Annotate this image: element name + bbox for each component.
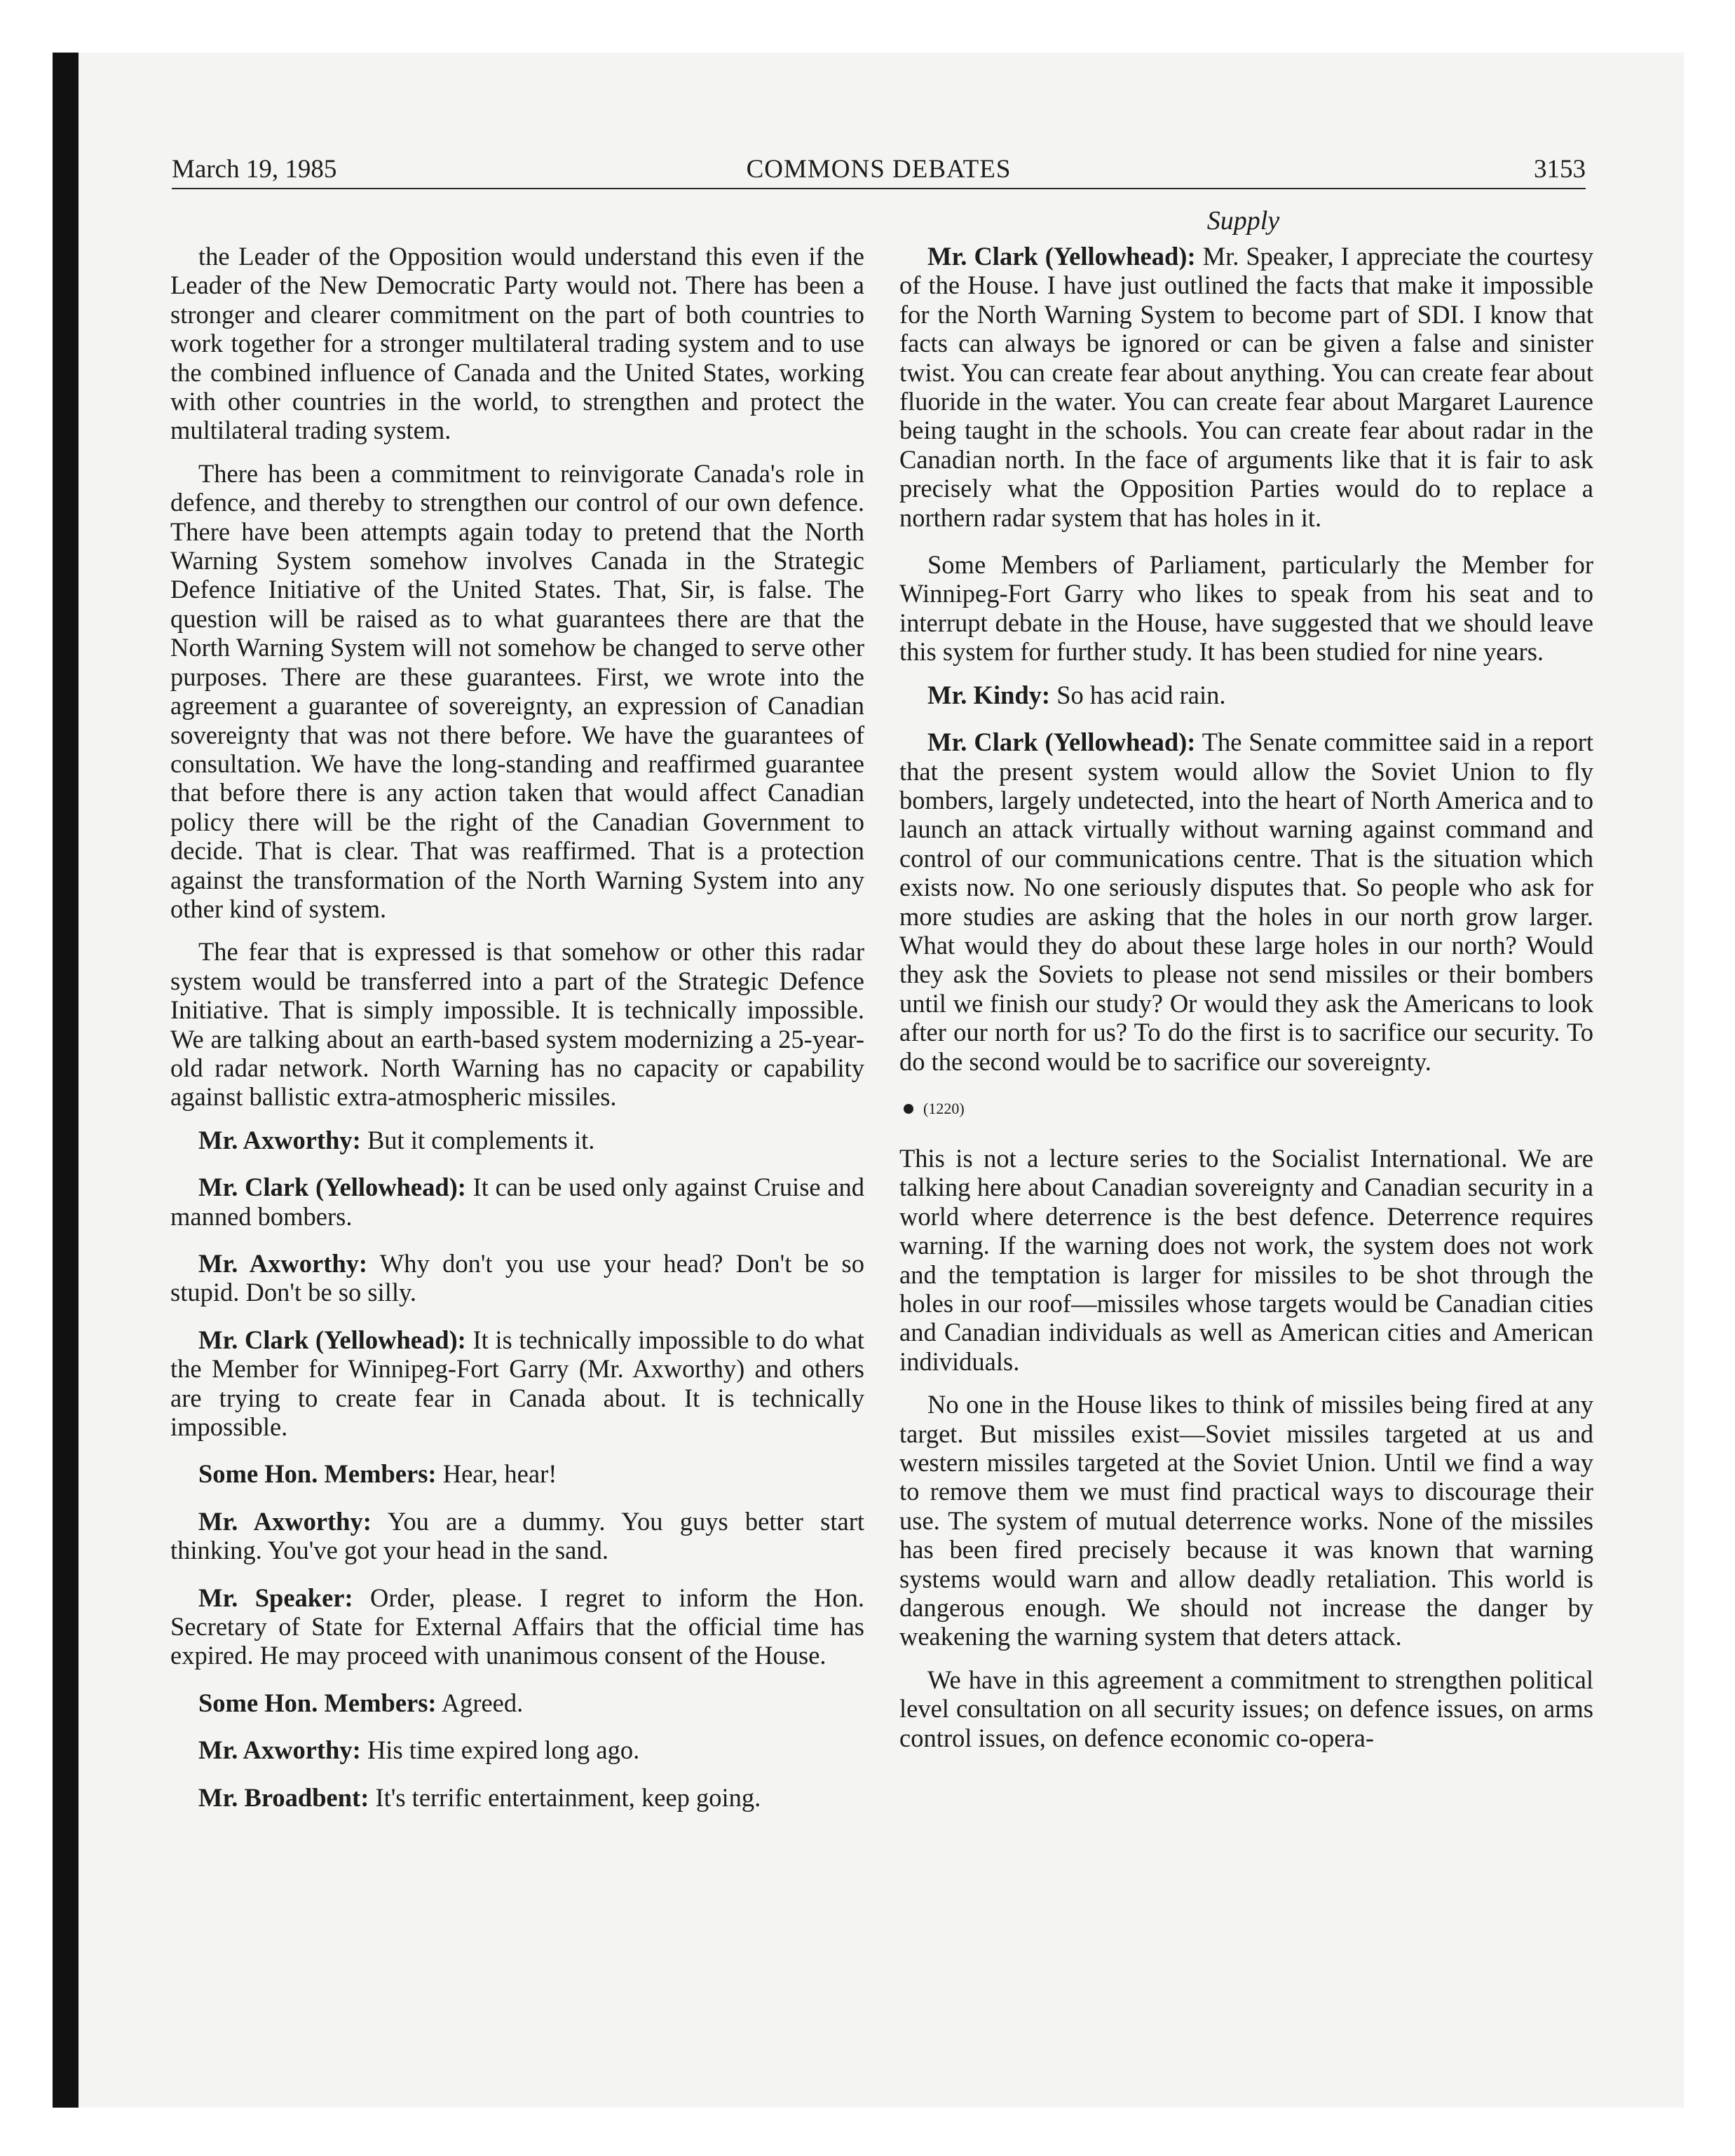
speech-paragraph (899, 728, 1593, 1076)
speaker-name: Mr. Axworthy: (198, 1125, 361, 1154)
scan-edge (53, 53, 79, 2108)
left-column (170, 242, 864, 1830)
paragraph-text: The fear that is expressed is that somehow or other this radar system would be transferred into a part of the Strategic Defence Initiative. That is simply impossible. It is technically impossible. We are talking about an earth-based system modernizing a 25-year-old radar network. North Warning has no capacity or capability against ballistic extra-atmospheric missiles. (170, 937, 864, 1112)
header-page-number: 3153 (1534, 155, 1586, 184)
paragraph (899, 1390, 1593, 1651)
header-rule (172, 188, 1586, 189)
paragraph-text: His time expired long ago. (367, 1735, 640, 1765)
speaker-name: Mr. Axworthy: (198, 1506, 372, 1536)
paragraph-text: There has been a commitment to reinvigorate Canada's role in defence, and thereby to strengthen our control of our own defence. There have been attempts again today to pretend that the North Warning System somehow involves Canada in the Strategic Defence Initiative of the United States. That, Sir, is false. The question will be raised as to what guarantees there are that the North Warning System will not somehow be changed to serve other purposes. There are these guarantees. First, we wrote into the agreement a guarantee of sovereignty, an expression of Canadian sovereignty that was not there before. We have the guarantees of consultation. We have the long-standing and reaffirmed guarantee that before there is any action taken that would affect Canadian policy there will be the right of the Canadian Government to decide. That is clear. That was reaffirmed. That is a protection against the transformation of the North Warning System into any other kind of system. (170, 458, 864, 923)
paragraph (899, 1144, 1593, 1376)
right-column (899, 242, 1593, 1766)
paragraph-text: This is not a lecture series to the Socialist International. We are talking here about Canadian sovereignty and Canadian security in a world where deterrence is the best defence. Deterrence requires warning. If the warning does not work, the system does not work and the temptation is larger for missiles to be shot through the holes in our roof—missiles whose targets would be Canadian cities and Canadian individuals as well as American cities and American individuals. (899, 1143, 1593, 1376)
speech-paragraph (899, 242, 1593, 532)
speaker-name: Mr. Clark (Yellowhead): (927, 242, 1196, 271)
speaker-name: Mr. Clark (Yellowhead): (198, 1325, 466, 1354)
speech-paragraph (170, 1688, 864, 1717)
speech-paragraph (170, 1583, 864, 1670)
paragraph-text: Agreed. (441, 1688, 524, 1717)
speaker-name: Mr. Broadbent: (198, 1782, 369, 1812)
speech-paragraph (170, 1783, 864, 1812)
speech-paragraph (170, 1325, 864, 1442)
paragraph-text: You are a dummy. You guys better start thinking. You've got your head in the sand. (170, 1506, 864, 1565)
timestamp (899, 1094, 1593, 1123)
paragraph (170, 937, 864, 1111)
speaker-name: Mr. Clark (Yellowhead): (198, 1173, 466, 1202)
paragraph-text: the Leader of the Opposition would understand this even if the Leader of the New Democratic Party would not. There has been a stronger and clearer commitment on the part of both countries to work together for a stronger multilateral trading system and to use the combined influence of Canada and the United States, working with other countries in the world, to strengthen and protect the multilateral trading system. (170, 242, 864, 445)
paragraph (170, 242, 864, 445)
speaker-name: Mr. Axworthy: (198, 1735, 361, 1765)
speech-paragraph (170, 1173, 864, 1231)
speaker-name: Some Hon. Members: (198, 1688, 437, 1717)
page-header (172, 151, 1586, 189)
speaker-name: Mr. Axworthy: (198, 1249, 368, 1278)
speech-paragraph (170, 1249, 864, 1307)
timestamp-text: (1220) (923, 1099, 965, 1117)
paragraph-text: But it complements it. (367, 1125, 595, 1154)
section-title: Supply (1206, 206, 1280, 236)
paragraph-text: The Senate committee said in a report that the present system would allow the Soviet Union to fly bombers, largely undetected, into the heart of North America and to launch an attack virtually without warning against command and control of our communications centre. That is the situation which exists now. No one seriously disputes that. So people who ask for more studies are asking that the holes in our north grow larger. What would they do about these large holes in our north? Would they ask the Soviets to please not send missiles or their bombers until we finish our study? Or would they ask the Americans to look after our north for us? To do the first is to sacrifice our security. To do the second would be to sacrifice our sovereignty. (899, 728, 1593, 1076)
speech-paragraph (170, 1126, 864, 1154)
paragraph-text: It's terrific entertainment, keep going. (375, 1782, 761, 1812)
speech-paragraph (170, 1507, 864, 1565)
speech-paragraph (170, 1459, 864, 1488)
paragraph-text: No one in the House likes to think of missiles being fired at any target. But missiles exist—Soviet missiles targeted at us and western missiles targeted at the Soviet Union. Until we find a way to remove them we must find practical ways to discourage their use. The system of mutual deterrence works. None of the missiles has been fired precisely because it was known that warning systems would warn and allow deadly retaliation. This world is dangerous enough. We should not increase the danger by weakening the warning system that deters attack. (899, 1390, 1593, 1651)
bullet-icon (904, 1104, 913, 1114)
header-publication: COMMONS DEBATES (746, 155, 1012, 184)
paragraph-text: Mr. Speaker, I appreciate the courtesy of the House. I have just outlined the facts that make it impossible for the North Warning System to become part of SDI. I know that facts can always be ignored or can be given a false and sinister twist. You can create fear about anything. You can create fear about fluoride in the water. You can create fear about Margaret Laurence being taught in the schools. You can create fear about radar in the Canadian north. In the face of arguments like that it is fair to ask precisely what the Opposition Parties would do to replace a northern radar system that has holes in it. (899, 242, 1593, 532)
paragraph-text: Why don't you use your head? Don't be so stupid. Don't be so silly. (170, 1249, 865, 1307)
speaker-name: Mr. Kindy: (927, 680, 1051, 709)
speech-paragraph (899, 681, 1593, 709)
speaker-name: Mr. Clark (Yellowhead): (927, 728, 1196, 757)
paragraph-text: We have in this agreement a commitment to strengthen political level consultation on all security issues; on defence issues, on arms control issues, on defence economic co-opera- (899, 1665, 1593, 1752)
header-date: March 19, 1985 (172, 155, 337, 184)
paragraph-text: Order, please. I regret to inform the Hon. Secretary of State for External Affairs that the official time has expired. He may proceed with unanimous consent of the House. (170, 1583, 865, 1670)
paragraph-text: Hear, hear! (442, 1459, 557, 1489)
paragraph-text: It is technically impossible to do what the Member for Winnipeg-Fort Garry (Mr. Axworthy) and others are trying to create fear in Canada about. It is technically impossible. (170, 1325, 864, 1442)
paragraph-text: It can be used only against Cruise and manned bombers. (170, 1173, 865, 1231)
paragraph (170, 459, 864, 924)
speech-paragraph (170, 1735, 864, 1764)
speaker-name: Some Hon. Members: (198, 1459, 437, 1489)
paragraph-text: Some Members of Parliament, particularly the Member for Winnipeg-Fort Garry who likes to speak from his seat and to interrupt debate in the House, have suggested that we should leave this system for further study. It has been studied for nine years. (899, 550, 1593, 667)
paragraph-text: So has acid rain. (1056, 680, 1226, 709)
paragraph (899, 1665, 1593, 1752)
paragraph (899, 550, 1593, 667)
speaker-name: Mr. Speaker: (198, 1583, 353, 1612)
